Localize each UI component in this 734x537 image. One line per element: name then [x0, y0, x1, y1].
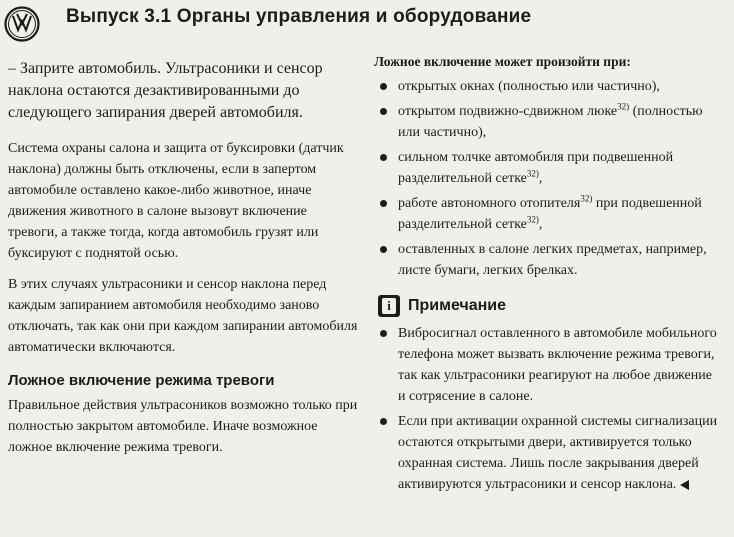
page-header [0, 0, 734, 48]
note-item [374, 411, 720, 495]
list-item-text: открытых окнах (полностью или частично), [398, 79, 660, 94]
list-item [374, 101, 720, 143]
list-item-tail: (полностью или частично), [398, 104, 703, 140]
list-item-text: открытом подвижно-сдвижном люке [398, 104, 618, 119]
list-item [374, 147, 720, 189]
list-item [374, 76, 720, 97]
list-item-tail: , [538, 171, 543, 186]
info-glyph: i [382, 298, 396, 314]
false-alarm-causes-list [374, 76, 720, 281]
bullet-icon [380, 200, 387, 207]
bullet-icon [380, 154, 387, 161]
footnote-ref: 32) [617, 101, 630, 112]
list-item-text: оставленных в салоне легких предметах, например, листе бумаги, легких брелках. [398, 242, 707, 278]
note-list [374, 323, 720, 495]
list-item-text: работе автономного отопителя [398, 196, 581, 211]
list-heading: Ложное включение может произойти при: [374, 54, 631, 69]
warning-text: – Заприте автомобиль. Ультрасоники и сенсор наклона остаются дезактивированными до следующего запирания дверей автомобиля. [8, 60, 323, 121]
list-item-text: сильном толчке автомобиля при подвешенной разделительной сетке [398, 150, 674, 186]
footnote-ref: 32) [526, 214, 539, 225]
bullet-icon [380, 418, 387, 425]
list-item-tail: при подвешенной разделительной сетке [398, 196, 702, 232]
list-item [374, 239, 720, 281]
section-heading-false-alarm: Ложное включение режима тревоги [8, 372, 275, 389]
vw-logo-icon [4, 6, 40, 42]
list-item [374, 193, 720, 235]
left-column [8, 58, 358, 468]
paragraph-correct-operation: Правильное действия ультрасоников возможно только при полностью закрытом автомобиле. Иначе возможное ложное включение режима тревоги. [8, 398, 358, 455]
end-of-section-icon [680, 480, 689, 490]
footnote-ref: 32) [580, 193, 593, 204]
note-item [374, 323, 720, 407]
bullet-icon [380, 83, 387, 90]
page-title: Выпуск 3.1 Органы управления и оборудование [66, 6, 532, 27]
note-text: Вибросигнал оставленного в автомобиле мобильного телефона может вызвать включение режима тревоги, так как ультрасоники реагируют на любое движение и сотрясение в салоне. [398, 326, 717, 404]
note-header [378, 295, 720, 317]
info-icon [378, 295, 400, 317]
note-text: Если при активации охранной системы сигнализации остаются открытыми двери, активируется только охранная система. Лишь после закрывания дверей активируются ультрасоники и сенсор наклона. [398, 414, 718, 492]
bullet-icon [380, 246, 387, 253]
bullet-icon [380, 330, 387, 337]
bullet-icon [380, 108, 387, 115]
note-title: Примечание [408, 297, 507, 314]
footnote-ref: 32) [526, 168, 539, 179]
list-item-tail: , [538, 217, 543, 232]
right-column [374, 54, 720, 499]
paragraph-each-lock: В этих случаях ультрасоники и сенсор наклона перед каждым запиранием автомобиля необходимо заново отключать, так как они при каждом запирании автомобиля автоматически включаются. [8, 277, 358, 355]
paragraph-disable-sensors: Система охраны салона и защита от буксировки (датчик наклона) должны быть отключены, если в запертом автомобиле оставлено какое-либо животное, иначе движения животного в салоне вызовут включение тревоги, а также тогда, когда автомобиль грузят или буксируют с поднятой осью. [8, 141, 344, 261]
